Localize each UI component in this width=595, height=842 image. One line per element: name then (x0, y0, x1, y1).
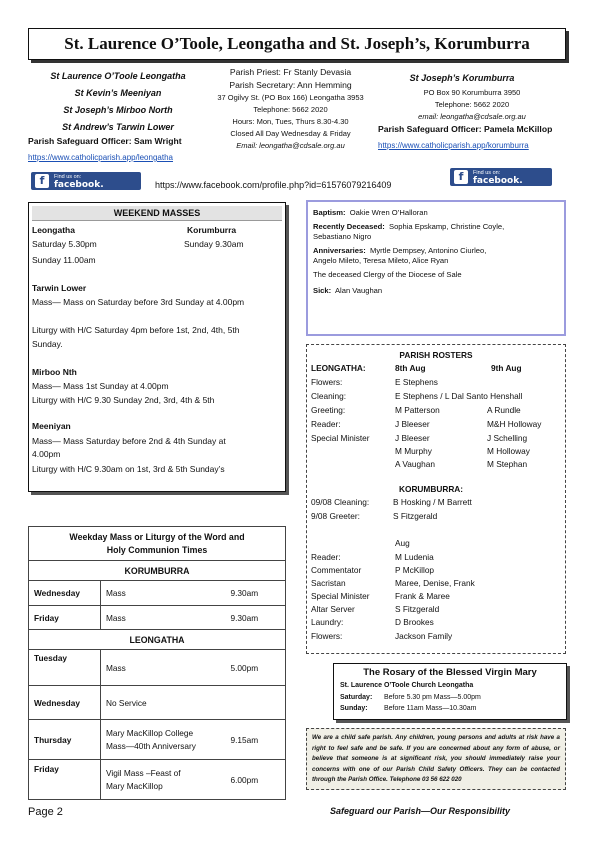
korumburra-sunday: Sunday 9.30am (184, 239, 244, 249)
roster-date-2: 9th Aug (491, 363, 522, 373)
weekend-masses-heading: WEEKEND MASSES (32, 206, 282, 221)
weekday-desc: No Service (101, 686, 226, 720)
meeniyan-mass: Mass— Mass Saturday before 2nd & 4th Sunday at (32, 436, 226, 446)
roster-person: M Stephan (487, 459, 528, 469)
roster-role: Reader: (311, 552, 341, 562)
roster-person: P McKillop (395, 565, 435, 575)
korumburra-pobox: PO Box 90 Korumburra 3950 (423, 88, 521, 97)
weekend-masses-box (28, 202, 286, 492)
rosary-sunday: Before 11am Mass—10.30am (384, 705, 477, 712)
roster-person: M Ludenia (395, 552, 434, 562)
weekday-desc: Mass (101, 606, 226, 630)
sick-names: Alan Vaughan (334, 286, 383, 295)
rosary-saturday: Before 5.30 pm Mass—5.00pm (384, 694, 481, 701)
weekday-times-table (28, 526, 286, 800)
anniversaries-label: Anniversaries: (313, 246, 366, 255)
facebook-url[interactable]: https://www.facebook.com/profile.php?id=61576079216409 (155, 180, 392, 190)
weekday-leongatha-heading: LEONGATHA (29, 630, 286, 650)
korumburra-phone: Telephone: 5662 2020 (434, 100, 510, 109)
weekday-time: 5.00pm (226, 650, 286, 686)
weekday-time: 6.00pm (226, 760, 286, 800)
email: Email: leongatha@cdsale.org.au (236, 141, 345, 150)
roster-person: S Fitzgerald (393, 511, 438, 521)
center-contact (208, 66, 373, 152)
footer-slogan: Safeguard our Parish—Our Responsibility (330, 806, 511, 816)
deceased-label: Recently Deceased: (313, 222, 385, 231)
parish-line: St Kevin’s Meeniyan (74, 88, 162, 98)
page-number: Page 2 (28, 806, 63, 818)
weekday-desc: Mary MacKillop College Mass—40th Anniversary (101, 720, 226, 760)
facebook-brand: facebook. (473, 176, 523, 186)
rosary-title: The Rosary of the Blessed Virgin Mary (363, 667, 537, 678)
meeniyan-label: Meeniyan (32, 421, 71, 431)
weekday-day: Wednesday (29, 686, 101, 720)
tarwin-liturgy-cont: Sunday. (32, 339, 63, 349)
mirboo-mass: Mass— Mass 1st Sunday at 4.00pm (32, 381, 169, 391)
deceased-names: Sophia Epskamp, Christine Coyle, (389, 222, 505, 231)
roster-person: A Rundle (487, 405, 521, 415)
parish-priest: Parish Priest: Fr Stanly Devasia (229, 67, 352, 77)
weekday-day: Tuesday (29, 650, 101, 686)
right-contact (378, 70, 566, 123)
deceased-names-cont: Sebastiano Nigro (313, 232, 372, 241)
korumburra-label: Korumburra (187, 225, 237, 235)
address: 37 Ogilvy St. (PO Box 166) Leongatha 3953 (217, 93, 364, 102)
korumburra-link[interactable]: https://www.catholicparish.app/korumburra (378, 141, 529, 150)
notices-box (306, 200, 566, 336)
parish-line: St Joseph’s Mirboo North (63, 105, 173, 115)
roster-role: Flowers: (311, 377, 343, 387)
weekday-day: Friday (29, 760, 101, 800)
meeniyan-mass-cont: 4.00pm (32, 449, 61, 459)
left-safeguard-officer: Parish Safeguard Officer: Sam Wright (28, 136, 182, 146)
roster-person: S Fitzgerald (395, 604, 440, 614)
mirboo-label: Mirboo Nth (32, 367, 77, 377)
page-title: St. Laurence O’Toole, Leongatha and St. Joseph’s, Korumburra (28, 28, 566, 60)
tarwin-mass: Mass— Mass on Saturday before 3rd Sunday at 4.00pm (32, 297, 245, 307)
facebook-brand: facebook. (54, 180, 104, 190)
meeniyan-liturgy: Liturgy with H/C 9.30am on 1st, 3rd & 5th Sunday’s (32, 464, 225, 474)
roster-role: Greeting: (311, 405, 346, 415)
roster-role: Reader: (311, 419, 341, 429)
roster-person: M Murphy (395, 446, 432, 456)
child-safe-notice: We are a child safe parish. Any children, young persons and adults at risk have a right to feel safe and be safe. If you are concerned about any form of abuse, or believe that someone is at significant risk, you should immediately raise your concerns with one of our Parish Child Safety Officers. They can be contacted through the Parish Office. Telephone 03 56 622 020 (306, 728, 566, 790)
weekday-time: 9.30am (226, 581, 286, 606)
roster-person: J Bleeser (395, 433, 430, 443)
roster-person: E Stephens / L Dal Santo Henshall (395, 391, 523, 401)
roster-person: J Bleeser (395, 419, 430, 429)
parish-rosters-box (306, 344, 566, 654)
rosary-box (333, 663, 567, 720)
weekday-korumburra-heading: KORUMBURRA (29, 561, 286, 581)
roster-month: Aug (395, 538, 410, 548)
parish-secretary: Parish Secretary: Ann Hemming (229, 80, 352, 90)
office-closed: Closed All Day Wednesday & Friday (230, 129, 351, 138)
left-parish-list (28, 68, 208, 136)
weekday-time: 9.30am (226, 606, 286, 630)
facebook-badge-right[interactable] (450, 168, 552, 186)
weekday-day: Wednesday (29, 581, 101, 606)
roster-person: B Hosking / M Barrett (393, 497, 472, 507)
roster-person: Jackson Family (395, 631, 453, 641)
roster-person: M&H Holloway (487, 419, 542, 429)
korumburra-name: St Joseph’s Korumburra (409, 73, 515, 83)
weekday-day: Thursday (29, 720, 101, 760)
facebook-icon: f (35, 174, 49, 188)
roster-person: Maree, Denise, Frank (395, 578, 475, 588)
roster-role: Special Minister (311, 591, 370, 601)
korumburra-email: email: leongatha@cdsale.org.au (418, 112, 526, 121)
rosary-church: St. Laurence O’Toole Church Leongatha (340, 682, 474, 689)
roster-person: D Brookes (395, 617, 434, 627)
facebook-find-label: Find us on: (473, 170, 501, 176)
roster-role: Laundry: (311, 617, 344, 627)
office-hours: Hours: Mon, Tues, Thurs 8.30-4.30 (232, 117, 349, 126)
roster-date-1: 8th Aug (395, 363, 426, 373)
roster-person: E Stephens (395, 377, 438, 387)
roster-person: J Schelling (487, 433, 528, 443)
tarwin-liturgy: Liturgy with H/C Saturday 4pm before 1st, 2nd, 4th, 5th (32, 325, 240, 335)
weekday-desc: Vigil Mass –Feast of Mary MacKillop (101, 760, 226, 800)
baptism-name: Oakie Wren O’Halloran (349, 208, 428, 217)
roster-role: Altar Server (311, 604, 355, 614)
leongatha-link[interactable]: https://www.catholicparish.app/leongatha (28, 153, 173, 162)
roster-person: M Holloway (487, 446, 530, 456)
leongatha-saturday: Saturday 5.30pm (32, 239, 97, 249)
rosters-korumburra-label: KORUMBURRA: (399, 484, 464, 494)
weekday-desc: Mass (101, 650, 226, 686)
anniversaries-names: Myrtle Dempsey, Antonino Ciurleo, (370, 246, 487, 255)
roster-role: Special Minister (311, 433, 370, 443)
sick-label: Sick: (313, 286, 332, 295)
parish-line: St Laurence O’Toole Leongatha (50, 71, 186, 81)
anniversaries-names-cont: Angelo Mileto, Teresa Mileto, Alice Ryan (313, 256, 449, 265)
weekday-day: Friday (29, 606, 101, 630)
rosary-saturday-label: Saturday: (340, 694, 373, 701)
roster-role: Cleaning: (311, 391, 347, 401)
parish-line: St Andrew’s Tarwin Lower (62, 122, 174, 132)
facebook-badge-left[interactable] (31, 172, 141, 190)
leongatha-sunday: Sunday 11.00am (32, 255, 96, 265)
deceased-clergy: The deceased Clergy of the Diocese of Sale (313, 270, 462, 279)
facebook-icon: f (454, 170, 468, 184)
right-safeguard-officer: Parish Safeguard Officer: Pamela McKillop (378, 124, 553, 134)
roster-person: M Patterson (395, 405, 440, 415)
facebook-find-label: Find us on: (54, 174, 82, 180)
rosters-heading: PARISH ROSTERS (399, 350, 473, 360)
roster-role: 09/08 Cleaning: (311, 497, 370, 507)
rosters-leongatha-label: LEONGATHA: (311, 363, 366, 373)
mirboo-liturgy: Liturgy with H/C 9.30 Sunday 2nd, 3rd, 4th & 5th (32, 395, 215, 405)
roster-person: A Vaughan (395, 459, 435, 469)
roster-role: Flowers: (311, 631, 343, 641)
tarwin-label: Tarwin Lower (32, 283, 87, 293)
roster-person: Frank & Maree (395, 591, 450, 601)
baptism-label: Baptism: (313, 208, 346, 217)
weekday-time: 9.15am (226, 720, 286, 760)
weekday-heading: Weekday Mass or Liturgy of the Word and Holy Communion Times (29, 527, 286, 561)
telephone: Telephone: 5662 2020 (253, 105, 328, 114)
roster-role: Sacristan (311, 578, 346, 588)
weekday-desc: Mass (101, 581, 226, 606)
rosary-sunday-label: Sunday: (340, 705, 368, 712)
leongatha-label: Leongatha (32, 225, 75, 235)
roster-role: 9/08 Greeter: (311, 511, 360, 521)
roster-role: Commentator (311, 565, 362, 575)
weekday-time (226, 686, 286, 720)
